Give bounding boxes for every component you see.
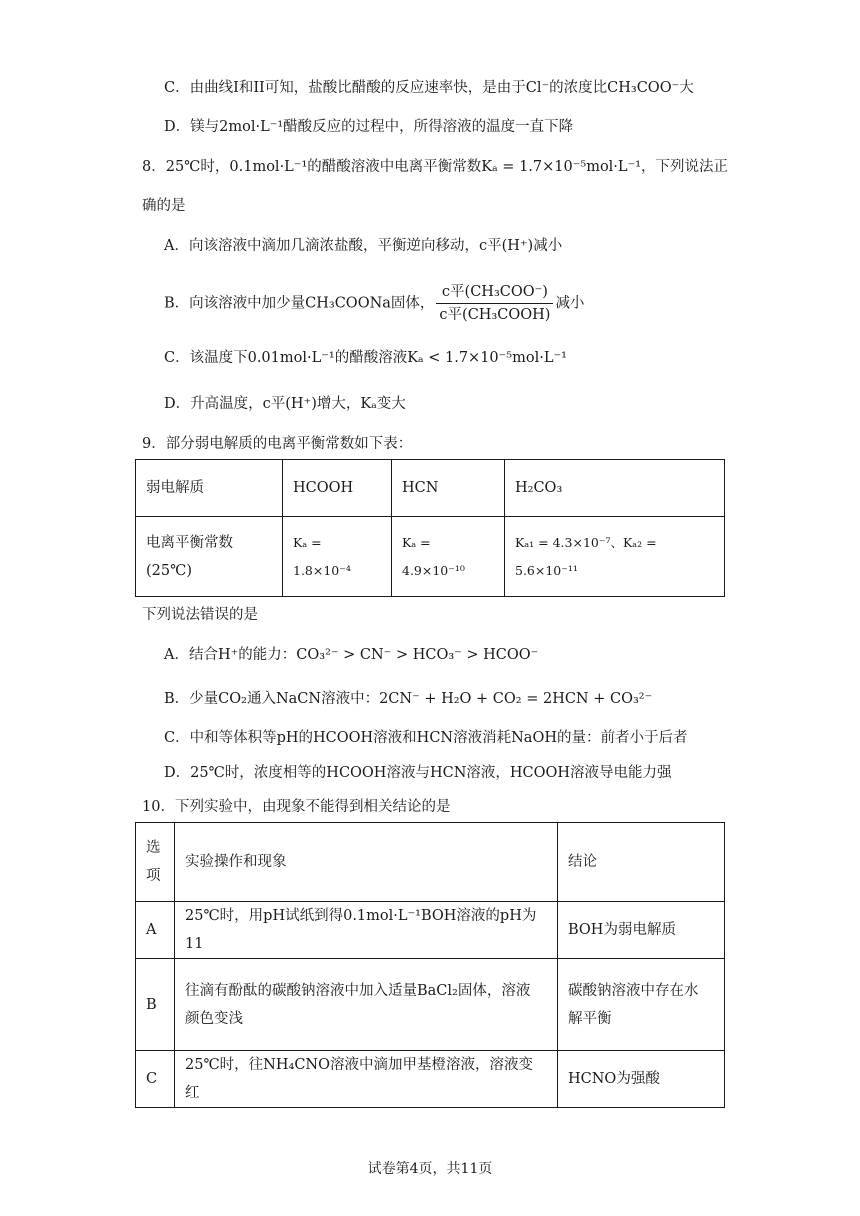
q8-option-b — [164, 282, 584, 325]
table-cell: H₂CO₃ — [505, 460, 725, 517]
table-row — [136, 517, 725, 597]
q8-option-b-suffix: 减小 — [555, 295, 585, 312]
table-cell: C — [136, 1051, 175, 1108]
page-footer: 试卷第4页，共11页 — [367, 1161, 493, 1177]
table-cell: 弱电解质 — [136, 460, 283, 517]
q8-option-d: D．升高温度，c平(H⁺)增大，Kₐ变大 — [164, 396, 406, 412]
table-cell: BOH为弱电解质 — [558, 902, 725, 959]
conc-line1: 碳酸钠溶液中存在水 — [568, 982, 699, 999]
table-cell: Kₐ = 1.8×10⁻⁴ — [283, 517, 392, 597]
table-cell — [175, 959, 558, 1051]
op-line1: 往滴有酚酞的碳酸钠溶液中加入适量BaCl₂固体，溶液 — [185, 982, 531, 999]
table-row — [136, 1051, 725, 1108]
q9-option-c: C．中和等体积等pH的HCOOH溶液和HCN溶液消耗NaOH的量：前者小于后者 — [164, 730, 688, 746]
q8-option-a: A．向该溶液中滴加几滴浓盐酸，平衡逆向移动，c平(H⁺)减小 — [164, 238, 563, 254]
table-cell: Kₐ = 4.9×10⁻¹⁰ — [392, 517, 505, 597]
q10-experiment-table — [135, 822, 725, 1108]
table-cell — [136, 517, 283, 597]
q9-prompt: 下列说法错误的是 — [142, 607, 258, 623]
conc-line2: 解平衡 — [568, 1010, 612, 1027]
row-label-line2: (25℃) — [146, 562, 192, 579]
q9-constants-table — [135, 459, 725, 597]
table-cell: 结论 — [558, 823, 725, 902]
table-row — [136, 959, 725, 1051]
table-cell — [558, 959, 725, 1051]
row-label-line1: 电离平衡常数 — [146, 534, 233, 551]
table-cell: 25℃时，用pH试纸到得0.1mol·L⁻¹BOH溶液的pH为11 — [175, 902, 558, 959]
q9-option-a: A．结合H⁺的能力：CO₃²⁻ > CN⁻ > HCO₃⁻ > HCOO⁻ — [164, 647, 539, 663]
op-line2: 颜色变浅 — [185, 1010, 243, 1027]
table-cell: HCN — [392, 460, 505, 517]
table-cell: A — [136, 902, 175, 959]
table-header-row — [136, 460, 725, 517]
table-cell: HCOOH — [283, 460, 392, 517]
table-cell: Kₐ₁ = 4.3×10⁻⁷、Kₐ₂ = 5.6×10⁻¹¹ — [505, 517, 725, 597]
header-option-line2: 项 — [146, 868, 161, 884]
table-cell — [136, 823, 175, 902]
table-row — [136, 902, 725, 959]
table-cell: HCNO为强酸 — [558, 1051, 725, 1108]
q8-option-b-fraction — [436, 282, 553, 325]
q9-option-b: B．少量CO₂通入NaCN溶液中：2CN⁻ + H₂O + CO₂ = 2HCN + CO₃²⁻ — [164, 691, 653, 707]
table-cell: B — [136, 959, 175, 1051]
q9-option-d: D．25℃时，浓度相等的HCOOH溶液与HCN溶液，HCOOH溶液导电能力强 — [164, 765, 672, 781]
table-cell: 25℃时，往NH₄CNO溶液中滴加甲基橙溶液，溶液变红 — [175, 1051, 558, 1108]
header-option-line1: 选 — [146, 840, 161, 856]
fraction-denominator: c平(CH₃COOH) — [439, 307, 551, 323]
q7-option-c: C．由曲线I和II可知，盐酸比醋酸的反应速率快，是由于Cl⁻的浓度比CH₃COO⁻大 — [164, 80, 694, 96]
q10-stem: 10．下列实验中，由现象不能得到相关结论的是 — [142, 799, 451, 815]
table-header-row — [136, 823, 725, 902]
q9-stem: 9．部分弱电解质的电离平衡常数如下表： — [142, 436, 413, 452]
q8-option-c: C．该温度下0.01mol·L⁻¹的醋酸溶液Kₐ < 1.7×10⁻⁵mol·L⁻¹ — [164, 350, 567, 366]
q8-option-b-prefix: B．向该溶液中加少量CH₃COONa固体， — [164, 295, 435, 312]
table-cell: 实验操作和现象 — [175, 823, 558, 902]
q8-stem-line2: 确的是 — [142, 198, 186, 214]
q7-option-d: D．镁与2mol·L⁻¹醋酸反应的过程中，所得溶液的温度一直下降 — [164, 119, 574, 135]
fraction-numerator: c平(CH₃COO⁻) — [436, 282, 553, 304]
q8-stem-line1: 8．25℃时，0.1mol·L⁻¹的醋酸溶液中电离平衡常数Kₐ = 1.7×10⁻⁵mol·L⁻¹，下列说法正 — [142, 159, 729, 175]
